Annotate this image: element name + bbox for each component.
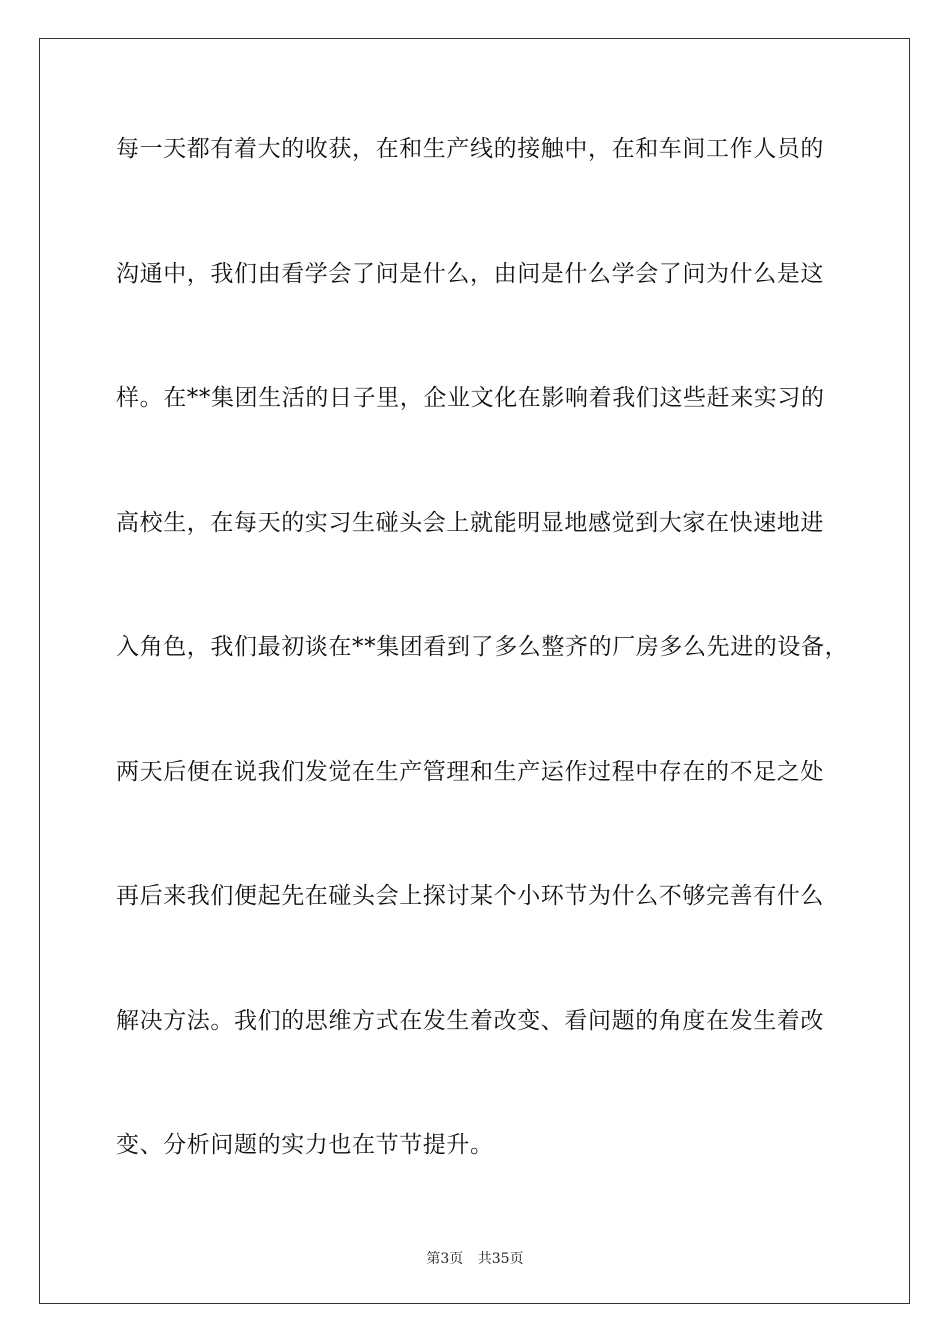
text-line: 入角色，我们最初谈在**集团看到了多么整齐的厂房多么先进的设备， (116, 634, 849, 660)
text-line: 样。在**集团生活的日子里，企业文化在影响着我们这些赶来实习的 (116, 385, 825, 411)
page-count: 共35页 (477, 1251, 524, 1267)
page-footer (0, 1248, 950, 1268)
text-line: 再后来我们便起先在碰头会上探讨某个小环节为什么不够完善有什么 (116, 883, 824, 909)
page-number: 第3页 (426, 1251, 464, 1267)
text-line: 高校生，在每天的实习生碰头会上就能明显地感觉到大家在快速地进 (116, 509, 824, 536)
document-body (116, 128, 849, 1249)
text-line: 每一天都有着大的收获，在和生产线的接触中，在和车间工作人员的 (116, 136, 824, 162)
text-line: 变、分析问题的实力也在节节提升。 (116, 1132, 494, 1158)
text-line: 解决方法。我们的思维方式在发生着改变、看问题的角度在发生着改 (116, 1007, 824, 1034)
text-line: 两天后便在说我们发觉在生产管理和生产运作过程中存在的不足之处 (116, 758, 824, 785)
text-line: 沟通中，我们由看学会了问是什么，由问是什么学会了问为什么是这 (116, 260, 824, 287)
